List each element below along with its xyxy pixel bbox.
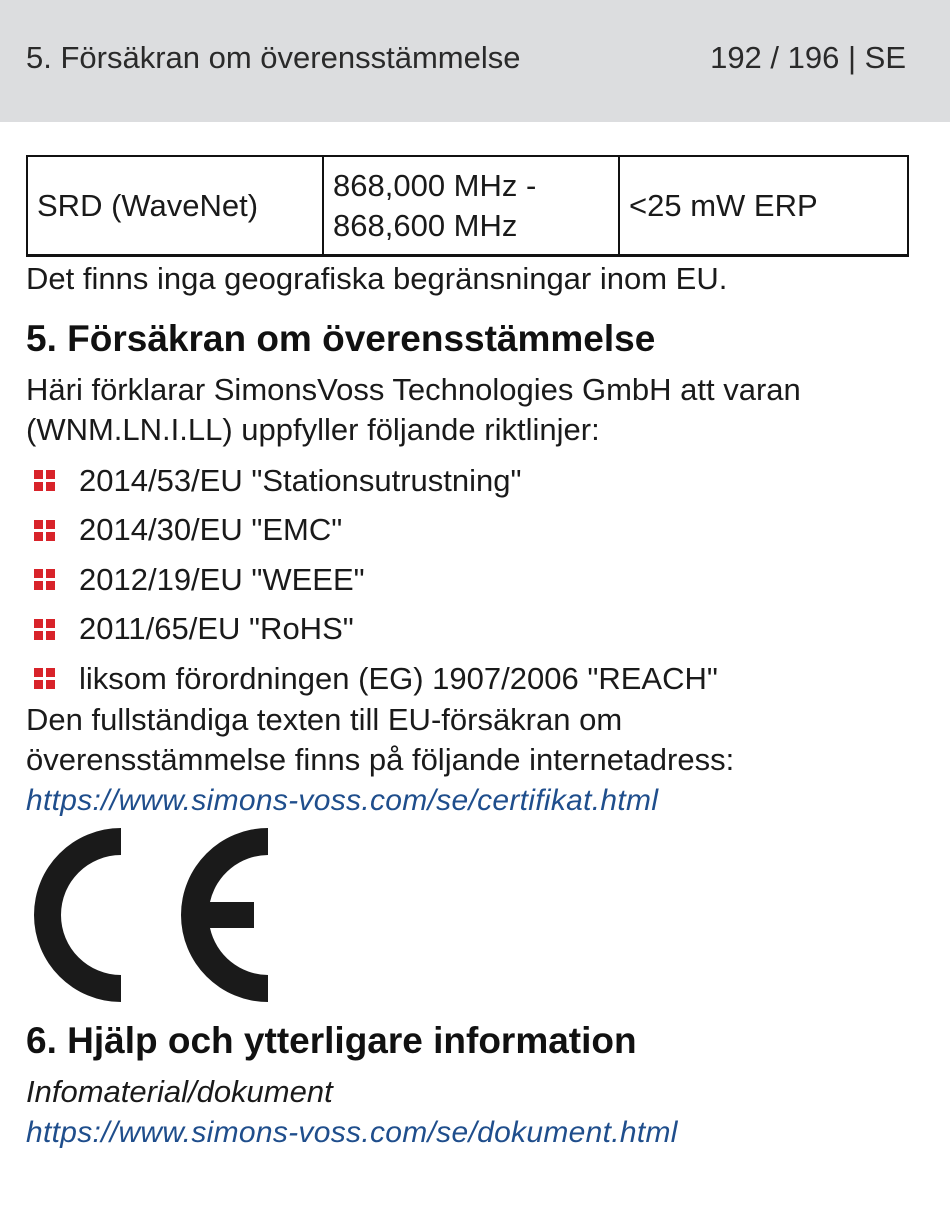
page-number: 192 / 196 | SE <box>710 40 906 75</box>
table-cell: SRD (WaveNet) <box>27 156 323 256</box>
bullet-icon <box>34 668 55 689</box>
table-cell: 868,000 MHz - 868,600 MHz <box>323 156 619 256</box>
bullet-icon <box>34 470 55 491</box>
page-header <box>0 0 950 122</box>
section-heading-5: 5. Försäkran om överensstämmelse <box>26 318 656 359</box>
list-item <box>26 555 718 605</box>
geo-note: Det finns inga geografiska begränsningar inom EU. <box>26 261 728 296</box>
list-item-label: 2011/65/EU "RoHS" <box>79 611 354 647</box>
bullet-icon <box>34 569 55 590</box>
certificate-text-line-1: Den fullständiga texten till EU-försäkran om <box>26 702 623 737</box>
list-item <box>26 506 718 556</box>
certificate-text-line-2: överensstämmelse finns på följande internetadress: <box>26 742 735 777</box>
intro-line-1: Häri förklarar SimonsVoss Technologies GmbH att varan <box>26 372 801 407</box>
list-item-label: 2014/30/EU "EMC" <box>79 512 343 548</box>
list-item <box>26 605 718 655</box>
header-title: 5. Försäkran om överensstämmelse <box>26 40 521 75</box>
list-item-label: 2014/53/EU "Stationsutrustning" <box>79 462 522 498</box>
table-row <box>27 156 908 256</box>
documents-link[interactable]: https://www.simons-voss.com/se/dokument.html <box>26 1116 678 1149</box>
table-cell: <25 mW ERP <box>619 156 908 256</box>
frequency-table <box>26 155 909 257</box>
intro-line-2: (WNM.LN.I.LL) uppfyller följande riktlinjer: <box>26 412 600 447</box>
list-item <box>26 456 718 506</box>
certificate-link[interactable]: https://www.simons-voss.com/se/certifikat.html <box>26 784 659 817</box>
directive-list <box>26 456 718 704</box>
list-item <box>26 654 718 704</box>
section-heading-6: 6. Hjälp och ytterligare information <box>26 1020 637 1061</box>
info-material-label: Infomaterial/dokument <box>26 1074 333 1109</box>
bullet-icon <box>34 619 55 640</box>
list-item-label: 2012/19/EU "WEEE" <box>79 561 365 597</box>
bullet-icon <box>34 520 55 541</box>
ce-mark-icon <box>26 828 270 1002</box>
list-item-label: liksom förordningen (EG) 1907/2006 "REACH" <box>79 660 718 696</box>
